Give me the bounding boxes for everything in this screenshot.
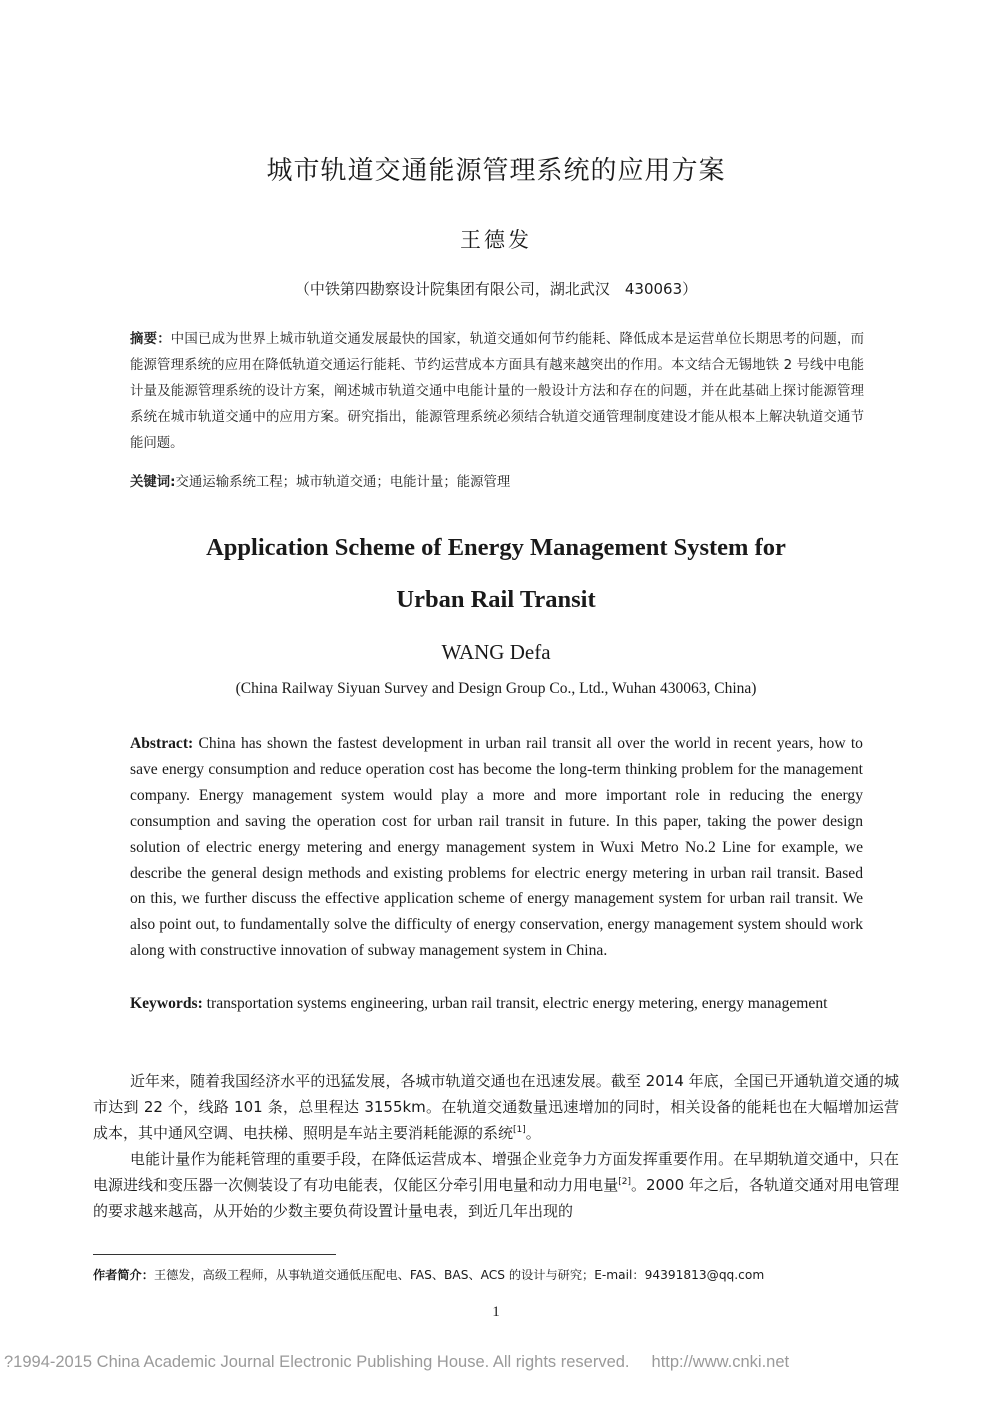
english-affiliation: (China Railway Siyuan Survey and Design Group Co., Ltd., Wuhan 430063, China) bbox=[235, 680, 757, 697]
chinese-affiliation: （中铁第四勘察设计院集团有限公司，湖北武汉 430063） bbox=[294, 280, 698, 298]
footnote-divider bbox=[93, 1254, 336, 1255]
chinese-abstract-label: 摘要： bbox=[130, 332, 171, 347]
body-paragraph-2-text: 电能计量作为能耗管理的重要手段，在降低运营成本、增强企业竞争力方面发挥重要作用。在早期轨道交通中，只在电源进线和变压器一次侧装设了有功电能表，仅能区分牵引用电量和动力用电量 bbox=[93, 1150, 899, 1194]
english-abstract bbox=[130, 731, 863, 964]
chinese-abstract bbox=[130, 327, 864, 457]
english-keywords bbox=[130, 991, 863, 1017]
english-title-line1: Application Scheme of Energy Management System for bbox=[206, 534, 786, 561]
chinese-keywords bbox=[130, 470, 864, 496]
english-title-line2: Urban Rail Transit bbox=[396, 586, 596, 613]
chinese-keywords-label: 关键词: bbox=[130, 475, 176, 490]
page-number: 1 bbox=[492, 1304, 500, 1320]
chinese-title: 城市轨道交通能源管理系统的应用方案 bbox=[266, 156, 726, 186]
english-keywords-label: Keywords: bbox=[130, 995, 203, 1012]
body-paragraph-2 bbox=[93, 1146, 899, 1224]
footnote-text: 王德发，高级工程师，从事轨道交通低压配电、FAS、BAS、ACS 的设计与研究；E-mail：94391813@qq.com bbox=[153, 1268, 765, 1282]
body-paragraph-1-end: 。 bbox=[525, 1124, 541, 1142]
copyright-footer bbox=[0, 1353, 992, 1372]
english-abstract-label: Abstract: bbox=[130, 735, 194, 752]
english-abstract-text: China has shown the fastest development in urban rail transit all over the world in recent years, how to save energy consumption and reduce operation cost has become the long-term thinking problem for the management company. Energy management system would play a more and more important role in reducing the energy consumption and saving the operation cost for urban rail transit in future. In this paper, taking the power design solution of electric energy metering and energy management system in Wuxi Metro No.2 Line for example, we describe the general design methods and existing problems for electric energy metering in urban rail transit. Based on this, we further discuss the effective application scheme of energy management system for urban rail transit. We also point out, to fundamentally solve the difficulty of energy conservation, energy management system should work along with constructive innovation of subway management system in China. bbox=[130, 735, 863, 960]
english-author: WANG Defa bbox=[441, 640, 551, 664]
english-keywords-text: transportation systems engineering, urban rail transit, electric energy metering, energy management bbox=[206, 995, 828, 1012]
copyright-text: ?1994-2015 China Academic Journal Electronic Publishing House. All rights reserved. bbox=[4, 1353, 630, 1371]
citation-ref-1[interactable]: [1] bbox=[513, 1125, 526, 1135]
chinese-keywords-text: 交通运输系统工程；城市轨道交通；电能计量；能源管理 bbox=[175, 475, 511, 490]
chinese-abstract-text: 中国已成为世界上城市轨道交通发展最快的国家，轨道交通如何节约能耗、降低成本是运营单位长期思考的问题，而能源管理系统的应用在降低轨道交通运行能耗、节约运营成本方面具有越来越突出的作用。本文结合无锡地铁 2 号线中电能计量及能源管理系统的设计方案，阐述城市轨道交通中电能计量的一般设计方法和存在的问题，并在此基础上探讨能源管理系统在城市轨道交通中的应用方案。研究指出，能源管理系统必须结合轨道交通管理制度建设才能从根本上解决轨道交通节能问题。 bbox=[130, 332, 865, 451]
citation-ref-2[interactable]: [2] bbox=[618, 1177, 631, 1187]
body-paragraph-1 bbox=[93, 1068, 899, 1146]
body-paragraph-1-text: 近年来，随着我国经济水平的迅猛发展，各城市轨道交通也在迅速发展。截至 2014 年底，全国已开通轨道交通的城市达到 22 个，线路 101 条，总里程达 3155km。在轨道交通数量迅速增加的同时，相关设备的能耗也在大幅增加运营成本，其中通风空调、电扶梯、照明是车站主要消耗能源的系统 bbox=[93, 1072, 899, 1142]
chinese-author: 王德发 bbox=[460, 228, 532, 252]
copyright-url[interactable]: http://www.cnki.net bbox=[651, 1353, 790, 1371]
body-paragraph-2-end: 。2000 年之后，各轨道交通对用电管理的要求越来越高，从开始的少数主要负荷设置计量电表，到近几年出现的 bbox=[93, 1176, 899, 1220]
author-footnote bbox=[93, 1264, 913, 1286]
footnote-label: 作者简介： bbox=[93, 1268, 154, 1282]
